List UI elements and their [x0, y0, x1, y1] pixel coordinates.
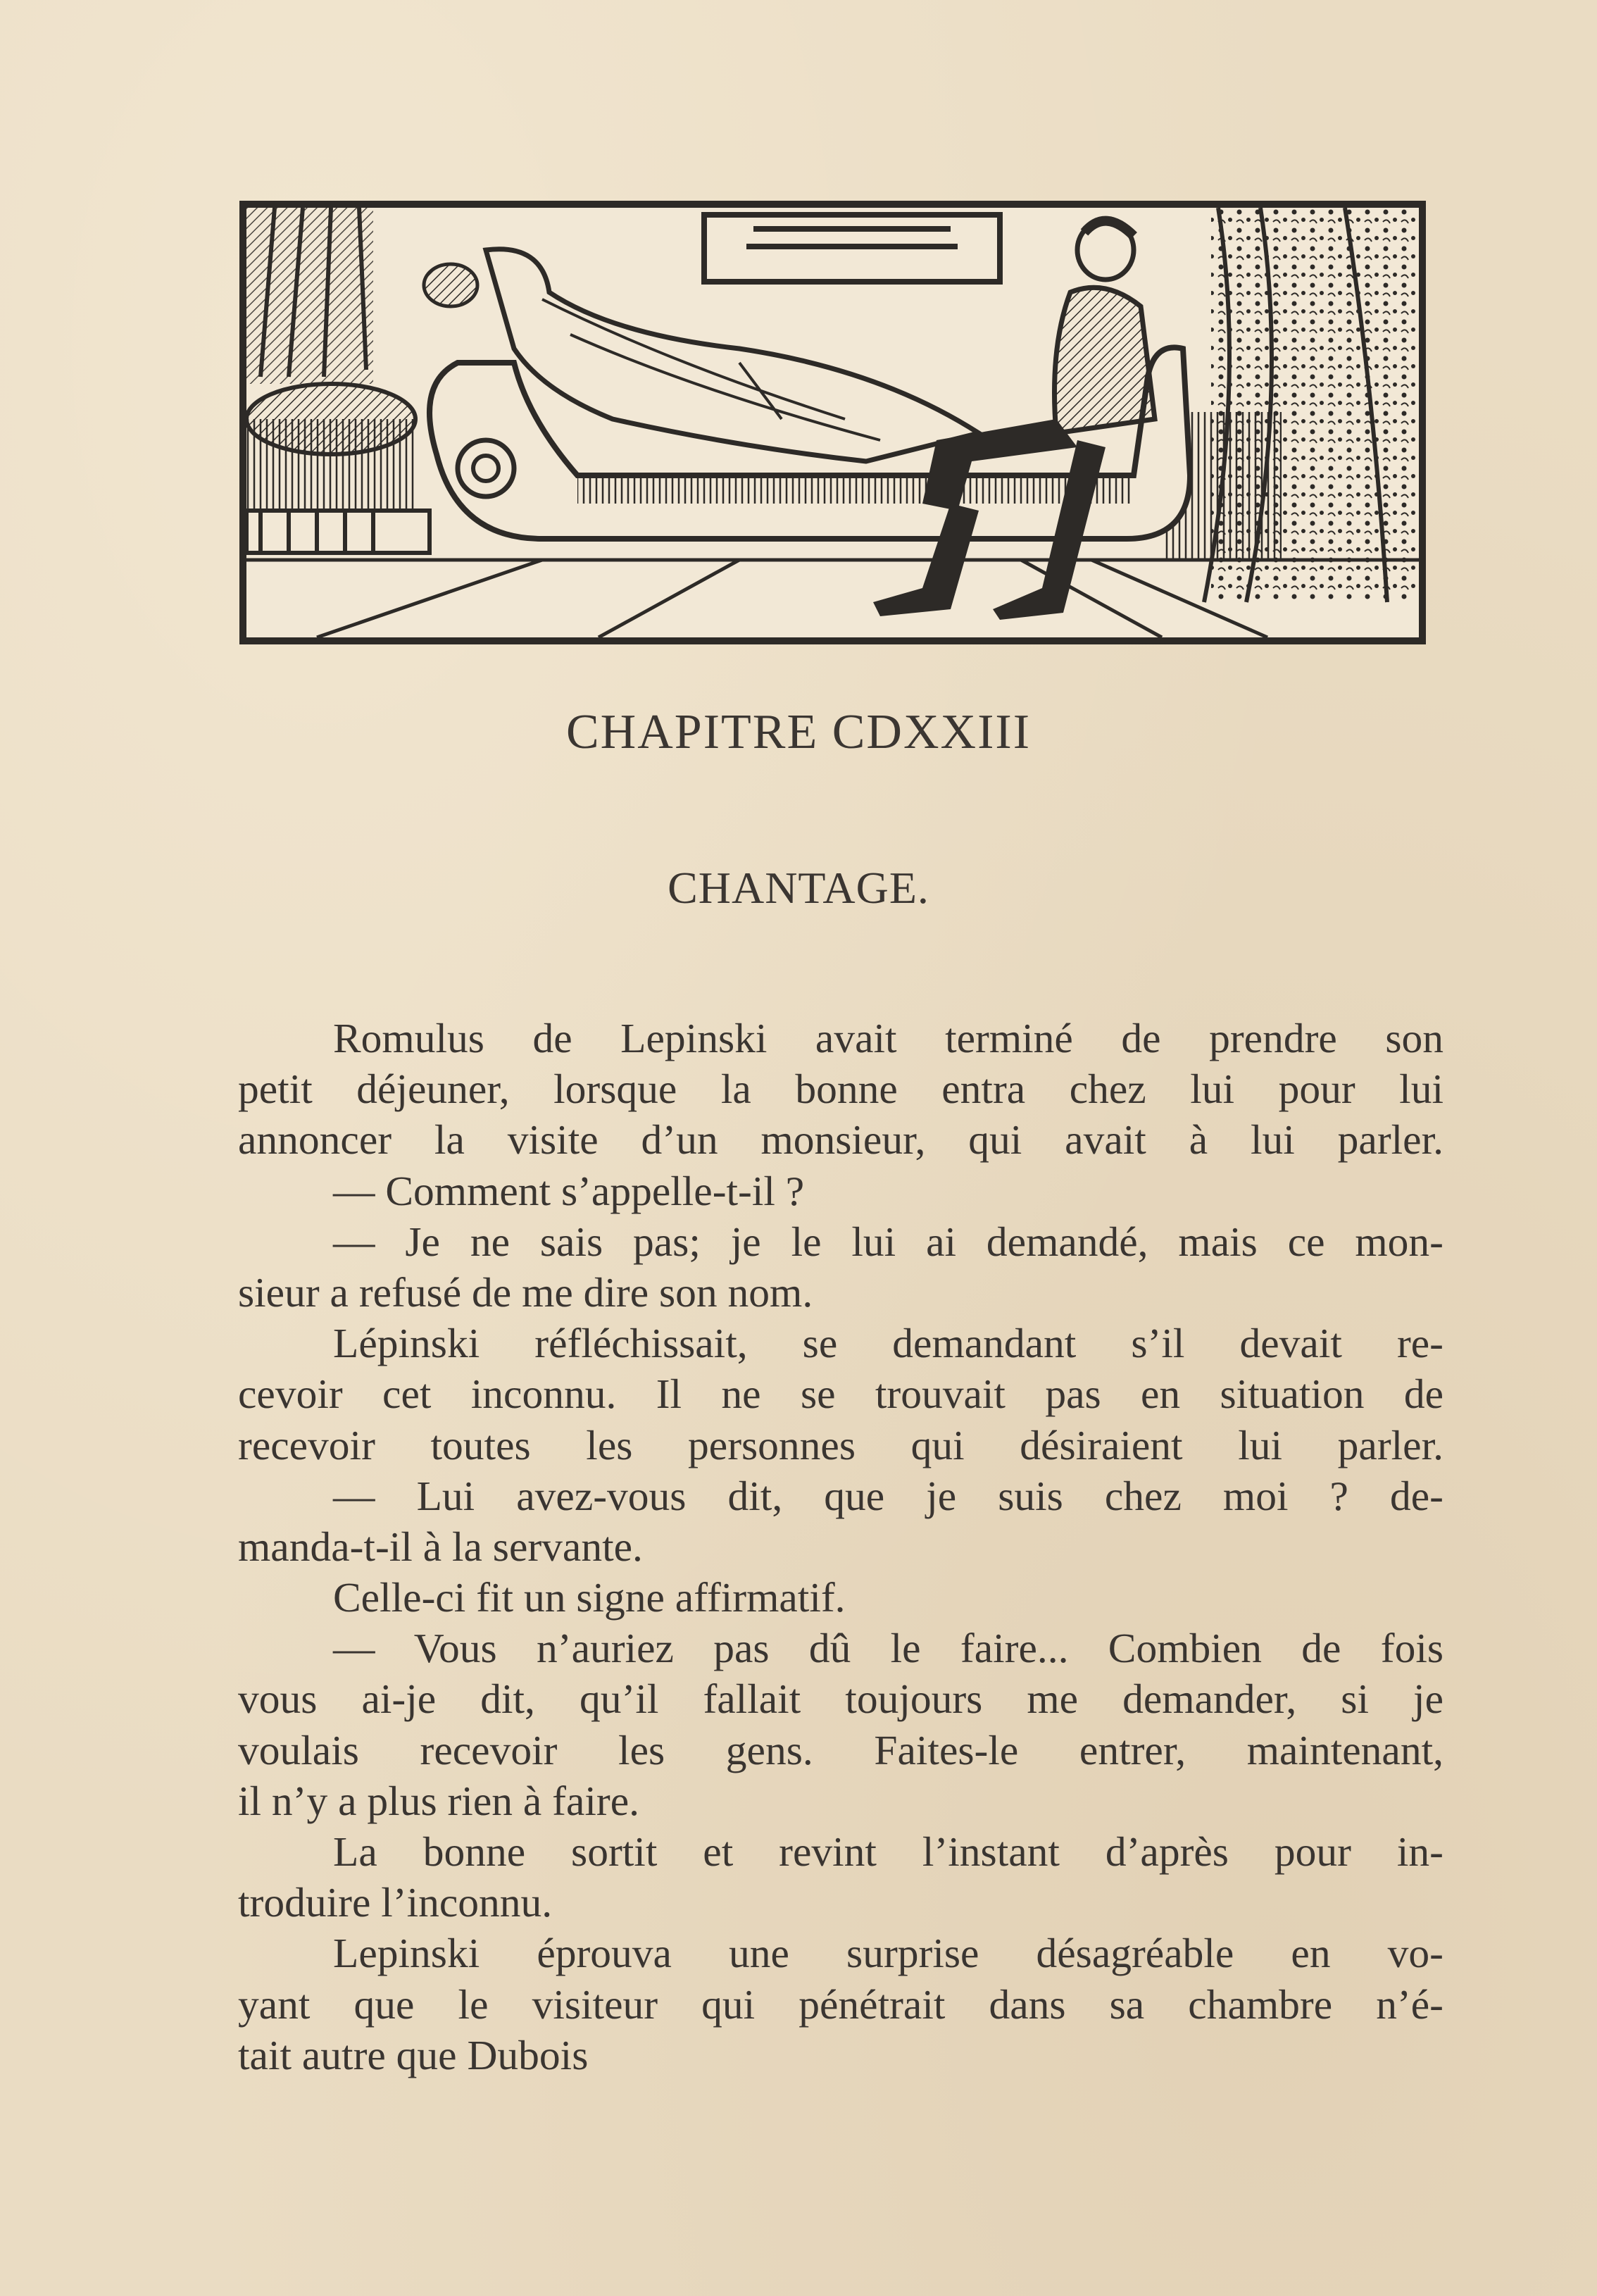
engraving-illustration	[239, 201, 1426, 644]
text-line: il n’y a plus rien à faire.	[238, 1777, 639, 1824]
text-line: Lépinski réfléchissait, se demandant s’il devait re-	[333, 1320, 1443, 1367]
engraving-icon	[246, 208, 1419, 637]
text-line: Celle-ci fit un signe affirmatif.	[333, 1574, 846, 1621]
text-line: voulais recevoir les gens. Faites-le entrer, maintenant,	[238, 1726, 1443, 1773]
text-line: manda-t-il à la servante.	[238, 1523, 643, 1570]
text-line: sieur a refusé de me dire son nom.	[238, 1268, 813, 1316]
text-line: Romulus de Lepinski avait terminé de prendre son	[333, 1015, 1443, 1061]
text-line: — Lui avez-vous dit, que je suis chez moi ? de-	[333, 1472, 1443, 1519]
chapter-text	[238, 1013, 1443, 2080]
text-line: troduire l’inconnu.	[238, 1879, 553, 1926]
text-line: — Comment s’appelle-t-il ?	[333, 1167, 805, 1214]
text-line: — Je ne sais pas; je le lui ai demandé, mais ce mon-	[333, 1218, 1443, 1265]
text-line: recevoir toutes les personnes qui désiraient lui parler.	[238, 1421, 1443, 1468]
text-line: annoncer la visite d’un monsieur, qui avait à lui parler.	[238, 1116, 1443, 1163]
chapter-number-heading: CHAPITRE CDXXIII	[565, 705, 1032, 759]
text-line: cevoir cet inconnu. Il ne se trouvait pas en situation de	[238, 1371, 1443, 1418]
text-line: La bonne sortit et revint l’instant d’après pour in-	[333, 1828, 1443, 1875]
text-line: tait autre que Dubois	[238, 2031, 589, 2078]
text-line: — Vous n’auriez pas dû le faire... Combien de fois	[333, 1625, 1443, 1672]
text-line: petit déjeuner, lorsque la bonne entra chez lui pour lui	[238, 1066, 1443, 1113]
text-line: yant que le visiteur qui pénétrait dans sa chambre n’é-	[238, 1980, 1443, 2028]
text-line: Lepinski éprouva une surprise désagréable en vo-	[333, 1930, 1443, 1977]
chapter-title: CHANTAGE.	[668, 863, 929, 913]
text-line: vous ai-je dit, qu’il fallait toujours me demander, si je	[238, 1676, 1443, 1723]
